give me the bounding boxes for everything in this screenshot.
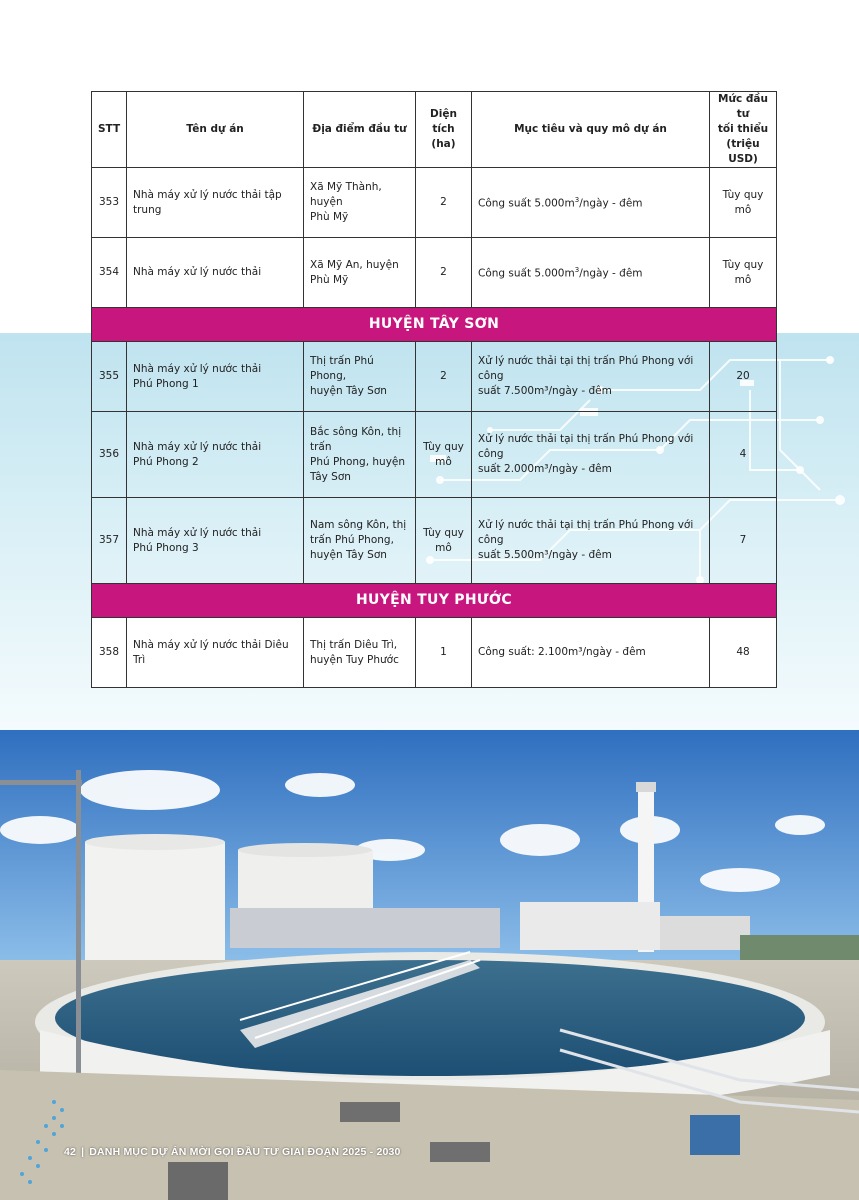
cell-area <box>416 412 472 498</box>
cell-stt: 357 <box>92 498 127 584</box>
cell-goal-l1: Xử lý nước thải tại thị trấn Phú Phong với công <box>478 355 694 382</box>
cell-invest: Tùy quy mô <box>710 238 777 308</box>
header-invest-l2: tối thiểu <box>717 123 769 135</box>
footer-separator: | <box>81 1146 85 1158</box>
cell-location <box>304 412 416 498</box>
page-number: 42 <box>64 1146 77 1158</box>
cell-area-l2: mô <box>435 455 452 468</box>
cell-location-l2: Phù Mỹ <box>310 211 349 223</box>
cell-location <box>304 618 416 688</box>
cell-name-l1: Nhà máy xử lý nước thải <box>133 526 262 539</box>
header-area-l2: (ha) <box>431 138 456 150</box>
cell-stt: 354 <box>92 238 127 308</box>
dot-pattern-decoration <box>14 1092 77 1192</box>
cell-stt: 356 <box>92 412 127 498</box>
goal-suffix: /ngày - đêm <box>579 267 643 280</box>
cell-goal-l1: Xử lý nước thải tại thị trấn Phú Phong với công <box>478 519 694 546</box>
cell-name-l2: Phú Phong 1 <box>133 377 199 390</box>
goal-superscript: 3 <box>574 196 580 205</box>
cell-goal <box>472 168 710 238</box>
table-row <box>92 342 777 412</box>
cell-name <box>127 412 304 498</box>
section-title: HUYỆN TUY PHƯỚC <box>92 584 777 618</box>
cell-area-l2: mô <box>435 541 452 554</box>
cell-goal: Công suất: 2.100m³/ngày - đêm <box>472 618 710 688</box>
table-header-row <box>92 92 777 168</box>
cell-goal <box>472 498 710 584</box>
cell-goal-l2: suất 5.500m³/ngày - đêm <box>478 549 612 561</box>
cell-location-l2: huyện Tuy Phước <box>310 653 399 666</box>
goal-suffix: /ngày - đêm <box>579 197 643 210</box>
cell-location <box>304 342 416 412</box>
header-invest <box>710 92 777 168</box>
cell-area: 2 <box>416 238 472 308</box>
cell-name-l2: Phú Phong 3 <box>133 541 199 554</box>
cell-location-l1: Xã Mỹ Thành, huyện <box>310 181 382 208</box>
projects-table <box>91 91 777 688</box>
cell-name: Nhà máy xử lý nước thải tập trung <box>127 168 304 238</box>
cell-invest: 4 <box>710 412 777 498</box>
table-row <box>92 618 777 688</box>
cell-location-l2: Phù Mỹ <box>310 273 349 286</box>
header-area <box>416 92 472 168</box>
section-row-tuy-phuoc <box>92 584 777 618</box>
table-row <box>92 238 777 308</box>
page-footer <box>64 1146 401 1158</box>
cell-location-l2: trấn Phú Phong, <box>310 534 394 546</box>
cell-location-l1: Bắc sông Kôn, thị trấn <box>310 425 402 453</box>
goal-superscript: 3 <box>574 266 580 275</box>
table-row <box>92 498 777 584</box>
cell-stt: 353 <box>92 168 127 238</box>
cell-location <box>304 238 416 308</box>
header-goal: Mục tiêu và quy mô dự án <box>472 92 710 168</box>
section-title: HUYỆN TÂY SƠN <box>92 308 777 342</box>
cell-name <box>127 342 304 412</box>
cell-goal-l2: suất 2.000m³/ngày - đêm <box>478 463 612 475</box>
cell-area <box>416 498 472 584</box>
cell-location-l1: Thị trấn Diêu Trì, <box>310 638 398 651</box>
cell-goal-l2: suất 7.500m³/ngày - đêm <box>478 385 612 397</box>
cell-location-l1: Thị trấn Phú Phong, <box>310 355 374 382</box>
cell-stt: 358 <box>92 618 127 688</box>
cell-stt: 355 <box>92 342 127 412</box>
cell-goal <box>472 342 710 412</box>
cell-area: 2 <box>416 342 472 412</box>
cell-location <box>304 498 416 584</box>
cell-name-l2: Phú Phong 2 <box>133 455 199 468</box>
header-name: Tên dự án <box>127 92 304 168</box>
goal-prefix: Công suất 5.000m <box>478 197 575 210</box>
cell-name-l1: Nhà máy xử lý nước thải <box>133 440 262 453</box>
cell-location-l1: Nam sông Kôn, thị <box>310 519 407 531</box>
table-row <box>92 168 777 238</box>
header-area-l1: Diện tích <box>430 108 457 135</box>
cell-invest: 48 <box>710 618 777 688</box>
cell-invest: 20 <box>710 342 777 412</box>
cell-invest: 7 <box>710 498 777 584</box>
cell-area: 2 <box>416 168 472 238</box>
cell-name: Nhà máy xử lý nước thải Diêu Trì <box>127 618 304 688</box>
cell-name-l1: Nhà máy xử lý nước thải <box>133 362 262 375</box>
goal-prefix: Công suất 5.000m <box>478 267 575 280</box>
header-stt: STT <box>92 92 127 168</box>
cell-location-l2: Phú Phong, huyện <box>310 455 406 468</box>
cell-area: 1 <box>416 618 472 688</box>
wastewater-plant-photo <box>0 730 859 1200</box>
footer-title: DANH MỤC DỰ ÁN MỜI GỌI ĐẦU TƯ GIAI ĐOẠN 2025 - 2030 <box>89 1146 401 1158</box>
cell-location-l3: huyện Tây Sơn <box>310 549 387 561</box>
cell-name: Nhà máy xử lý nước thải <box>127 238 304 308</box>
cell-name <box>127 498 304 584</box>
cell-area-l1: Tùy quy <box>423 526 464 539</box>
header-location: Địa điểm đầu tư <box>304 92 416 168</box>
table-row <box>92 412 777 498</box>
cell-goal <box>472 412 710 498</box>
cell-invest: Tùy quy mô <box>710 168 777 238</box>
cell-goal-l1: Xử lý nước thải tại thị trấn Phú Phong với công <box>478 433 694 460</box>
cell-location-l3: Tây Sơn <box>310 470 351 483</box>
cell-location-l1: Xã Mỹ An, huyện <box>310 258 399 271</box>
cell-area-l1: Tùy quy <box>423 440 464 453</box>
cell-location <box>304 168 416 238</box>
cell-location-l2: huyện Tây Sơn <box>310 385 387 397</box>
cell-goal <box>472 238 710 308</box>
section-row-tay-son <box>92 308 777 342</box>
header-invest-l1: Mức đầu tư <box>718 93 768 120</box>
header-invest-l3: (triệu USD) <box>726 138 760 165</box>
